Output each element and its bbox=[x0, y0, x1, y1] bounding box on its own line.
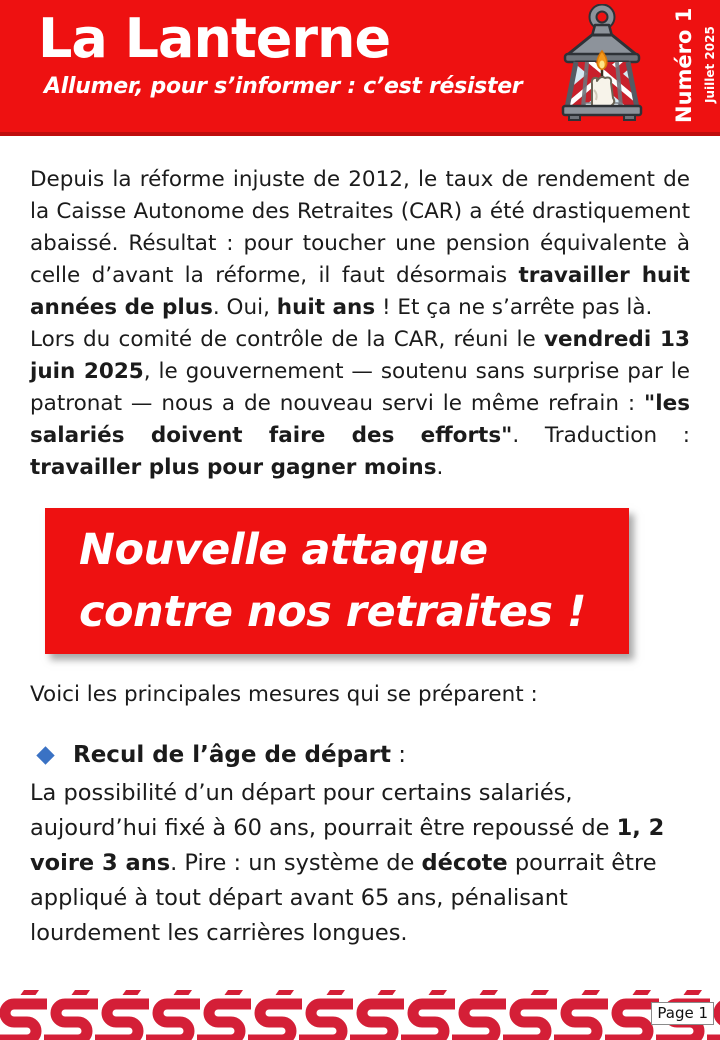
page-number-badge: Page 1 bbox=[651, 1002, 714, 1025]
measure-heading: Recul de l’âge de départ : bbox=[73, 742, 407, 768]
alert-banner-line1: Nouvelle attaque bbox=[79, 525, 488, 575]
paragraph-measure-detail: La possibilité d’un départ pour certains salariés, aujourd’hui fixé à 60 ans, pourrait être repoussé de 1, 2 voire 3 ans. Pire : un système de décote pourrait être appliqué à tout départ avant 65 ans, pénalisant lourdement les carrières longues. bbox=[30, 780, 665, 946]
newsletter-title: La Lanterne bbox=[38, 7, 391, 70]
footer bbox=[0, 990, 720, 1040]
newsletter-subtitle: Allumer, pour s’informer : c’est résister bbox=[44, 74, 523, 99]
diamond-bullet-icon bbox=[36, 746, 54, 764]
masthead bbox=[0, 0, 720, 136]
paragraph-reform: Depuis la réforme injuste de 2012, le taux de rendement de la Caisse Autonome des Retraites (CAR) a été drastiquement abaissé. Résultat : pour toucher une pension équivalente à celle d’avant la réforme, il faut désormais travailler huit années de plus. Oui, huit ans ! Et ça ne s’arrête pas là. bbox=[30, 167, 691, 320]
s-chain-pattern-icon bbox=[0, 990, 720, 1040]
measures-intro: Voici les principales mesures qui se préparent : bbox=[30, 682, 538, 707]
alert-banner bbox=[45, 508, 629, 654]
paragraph-committee: Lors du comité de contrôle de la CAR, réuni le vendredi 13 juin 2025, le gouvernement — soutenu sans surprise par le patronat — nous a de nouveau servi le même refrain : "les salariés doivent faire des efforts". Traduction : travailler plus pour gagner moins. bbox=[30, 327, 690, 480]
alert-banner-line2: contre nos retraites ! bbox=[79, 587, 587, 637]
lantern-icon bbox=[552, 4, 652, 124]
measure-heading-row bbox=[30, 742, 690, 768]
issue-date: Juillet 2025 bbox=[703, 26, 717, 104]
issue-number: Numéro 1 bbox=[672, 7, 696, 123]
article-body bbox=[0, 164, 720, 951]
